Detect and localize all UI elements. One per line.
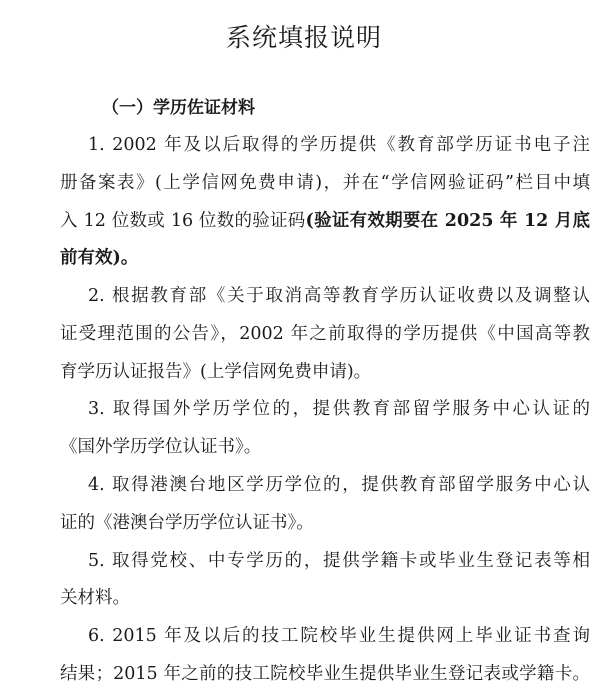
item-6-line-1: 6. 2015 年及以后的技工院校毕业生提供网上毕业证书查询 — [88, 626, 590, 646]
item-4-line-2: 证的《港澳台学历学位认证书》。 — [60, 513, 314, 533]
item-5-line-1: 5. 取得党校、中专学历的，提供学籍卡或毕业生登记表等相 — [88, 551, 590, 571]
item-1-bold-text: (验证有效期要在 2025 年 12 月底 — [305, 211, 590, 231]
section-heading: （一）学历佐证材料 — [102, 98, 255, 118]
item-2-line-2: 证受理范围的公告》，2002 年之前取得的学历提供《中国高等教 — [60, 324, 590, 344]
item-5-line-2: 关材料。 — [60, 588, 130, 608]
item-3-line-1: 3. 取得国外学历学位的，提供教育部留学服务中心认证的 — [88, 399, 590, 419]
item-1-line-2: 册备案表》(上学信网免费申请)，并在“学信网验证码”栏目中填 — [60, 173, 590, 193]
item-3-line-2: 《国外学历学位认证书》。 — [60, 437, 262, 457]
page-title: 系统填报说明 — [225, 23, 382, 52]
item-1-line-1: 1. 2002 年及以后取得的学历提供《教育部学历证书电子注 — [88, 135, 590, 155]
item-1-line-3 — [60, 209, 590, 233]
item-4-line-1: 4. 取得港澳台地区学历学位的，提供教育部留学服务中心认 — [88, 475, 590, 495]
item-1-line-4: 前有效)。 — [60, 248, 139, 268]
item-2-line-1: 2. 根据教育部《关于取消高等教育学历认证收费以及调整认 — [88, 286, 590, 306]
item-2-line-3: 育学历认证报告》(上学信网免费申请)。 — [60, 362, 372, 382]
item-6-line-2: 结果；2015 年之前的技工院校毕业生提供毕业生登记表或学籍卡。 — [60, 664, 590, 684]
item-1-normal-text: 入 12 位数或 16 位数的验证码 — [60, 211, 306, 231]
